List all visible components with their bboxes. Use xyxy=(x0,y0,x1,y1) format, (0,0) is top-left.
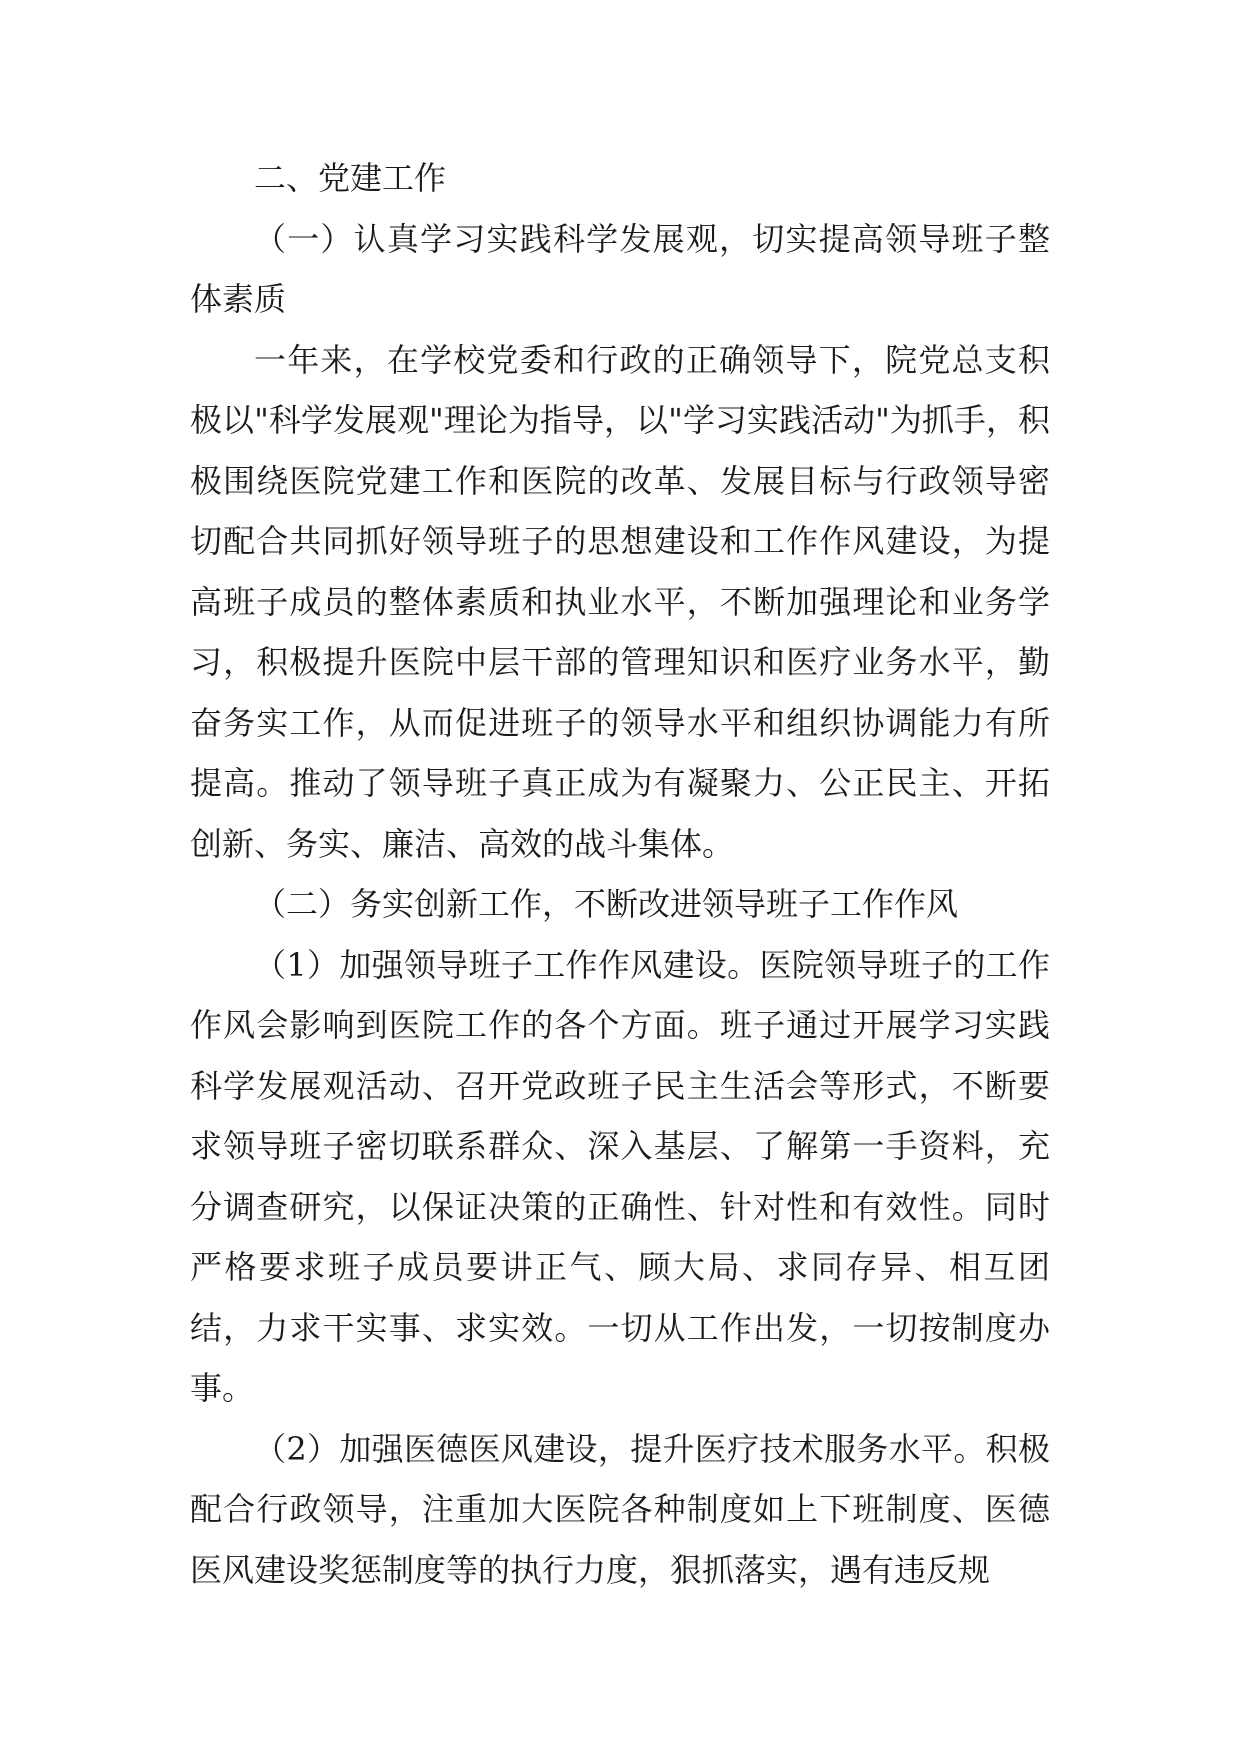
body-paragraph-3: （2）加强医德医风建设，提升医疗技术服务水平。积极配合行政领导，注重加大医院各种制度如上下班制度、医德医风建设奖惩制度等的执行力度，狠抓落实，遇有违反规 xyxy=(190,1429,1050,1589)
subsection-heading-1: （一）认真学习实践科学发展观，切实提高领导班子整体素质 xyxy=(190,219,1050,318)
body-paragraph-1: 一年来，在学校党委和行政的正确领导下，院党总支积极以"科学发展观"理论为指导，以"学习实践活动"为抓手，积极围绕医院党建工作和医院的改革、发展目标与行政领导密切配合共同抓好领导班子的思想建设和工作作风建设，为提高班子成员的整体素质和执业水平，不断加强理论和业务学习，积极提升医院中层干部的管理知识和医疗业务水平，勤奋务实工作，从而促进班子的领导水平和组织协调能力有所提高。推动了领导班子真正成为有凝聚力、公正民主、开拓创新、务实、廉洁、高效的战斗集体。 xyxy=(190,340,1050,863)
document-body xyxy=(190,148,1050,1600)
subsection-heading-2: （二）务实创新工作，不断改进领导班子工作作风 xyxy=(254,885,959,923)
section-heading: 二、党建工作 xyxy=(254,159,447,197)
body-paragraph-2: （1）加强领导班子工作作风建设。医院领导班子的工作作风会影响到医院工作的各个方面。班子通过开展学习实践科学发展观活动、召开党政班子民主生活会等形式，不断要求领导班子密切联系群众、深入基层、了解第一手资料，充分调查研究，以保证决策的正确性、针对性和有效性。同时严格要求班子成员要讲正气、顾大局、求同存异、相互团结，力求干实事、求实效。一切从工作出发，一切按制度办事。 xyxy=(190,945,1050,1407)
